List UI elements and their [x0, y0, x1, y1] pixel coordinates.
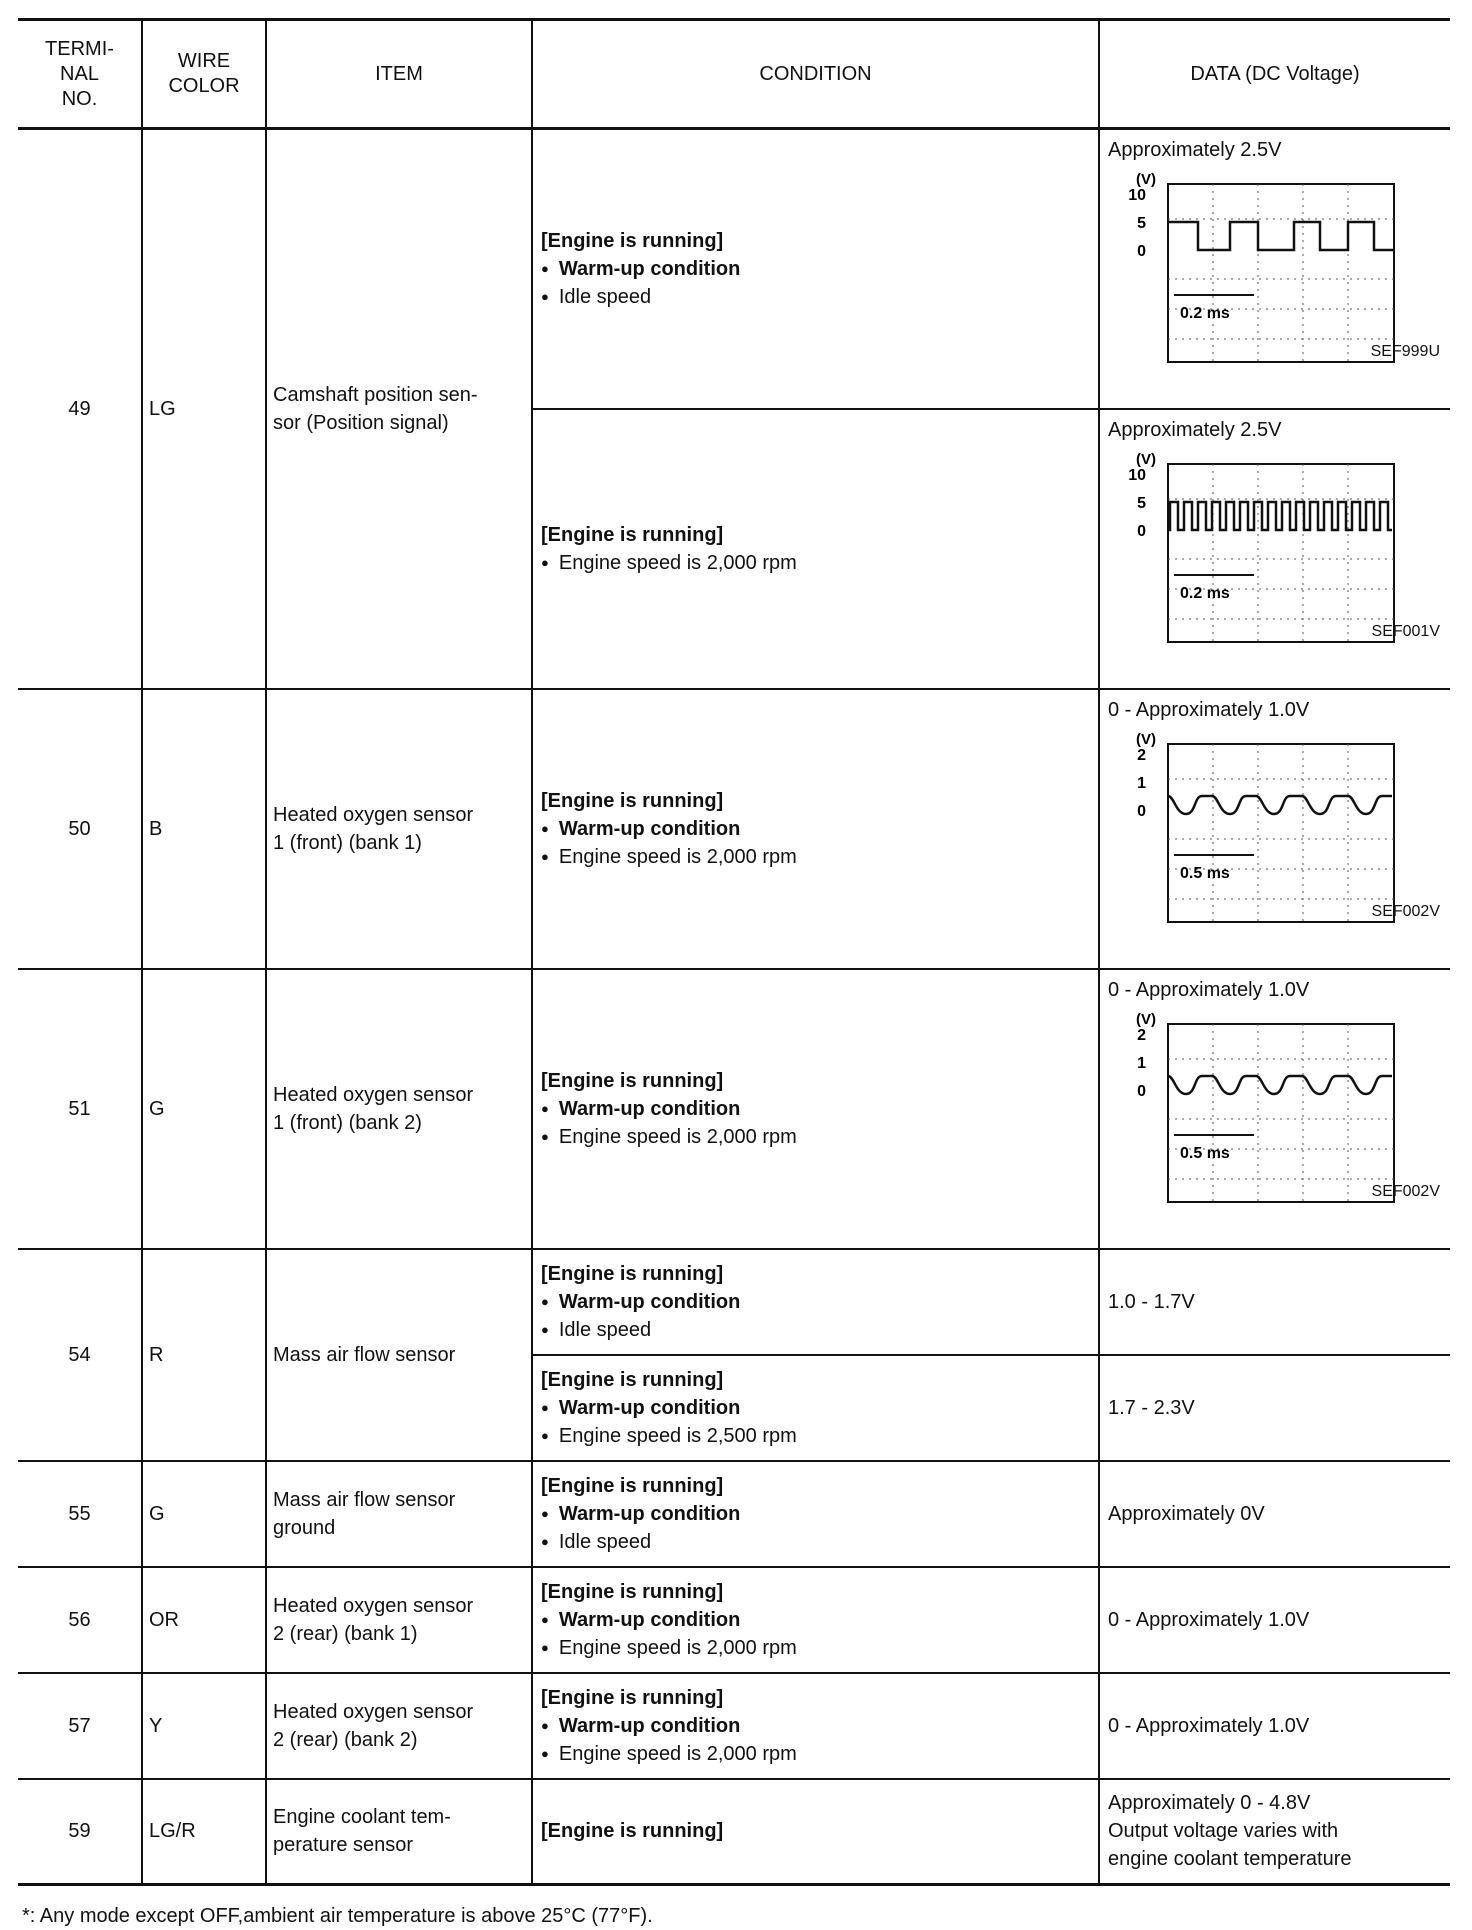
- condition-title: [Engine is running]: [541, 1686, 724, 1709]
- wire-color: B: [142, 689, 266, 969]
- condition-plain: ● Engine speed is 2,000 rpm: [541, 1123, 1092, 1151]
- header-condition: CONDITION: [532, 20, 1099, 129]
- scope-trace: [1168, 222, 1394, 250]
- table-row: [18, 1461, 1450, 1567]
- scope-trace: [1168, 796, 1392, 814]
- condition-plain: ● Engine speed is 2,000 rpm: [541, 843, 1092, 871]
- condition-title: [Engine is running]: [541, 1368, 724, 1391]
- condition-cell: [532, 1355, 1099, 1461]
- scope-time-label: 0.2 ms: [1180, 584, 1230, 602]
- condition-plain: ● Engine speed is 2,500 rpm: [541, 1422, 1092, 1450]
- scope-tick-1: 1: [1137, 774, 1146, 792]
- data-value: 1.0 - 1.7V: [1099, 1249, 1450, 1355]
- scope-tick-5: 5: [1137, 215, 1146, 232]
- data-value: Approximately 0 - 4.8V Output voltage varies with engine coolant temperature: [1099, 1779, 1450, 1885]
- table-row: [18, 1249, 1450, 1355]
- table-row: [18, 969, 1450, 1249]
- scope-tick-2: 2: [1137, 746, 1146, 764]
- scope-figure: [1108, 164, 1442, 364]
- item-name: Camshaft position sen- sor (Position signal): [266, 129, 532, 689]
- item-name: Heated oxygen sensor 2 (rear) (bank 1): [266, 1567, 532, 1673]
- data-cell: [1099, 689, 1450, 969]
- condition-cell: [532, 969, 1099, 1249]
- scope-tick-0: 0: [1137, 243, 1146, 260]
- wire-color: R: [142, 1249, 266, 1461]
- terminal-number: 50: [18, 689, 142, 969]
- header-item: ITEM: [266, 20, 532, 129]
- scope-sef002v: [1108, 1004, 1443, 1204]
- terminal-number: 57: [18, 1673, 142, 1779]
- item-name: Heated oxygen sensor 1 (front) (bank 1): [266, 689, 532, 969]
- condition-plain: ● Idle speed: [541, 1528, 1092, 1556]
- item-name: Mass air flow sensor ground: [266, 1461, 532, 1567]
- scope-tick-10: 10: [1128, 466, 1146, 484]
- item-name: Engine coolant tem- perature sensor: [266, 1779, 532, 1885]
- wire-color: LG: [142, 129, 266, 689]
- header-row: [18, 20, 1450, 129]
- condition-title: [Engine is running]: [541, 1580, 724, 1603]
- condition-title: [Engine is running]: [541, 229, 724, 252]
- wire-color: OR: [142, 1567, 266, 1673]
- scope-time-label: 0.5 ms: [1180, 864, 1230, 882]
- terminal-data-table-sheet: [18, 18, 1450, 1886]
- scope-grid: [1168, 744, 1394, 922]
- scope-unit: (V): [1136, 730, 1156, 748]
- scope-time-label: 0.5 ms: [1180, 1144, 1230, 1162]
- item-name: Mass air flow sensor: [266, 1249, 532, 1461]
- table-row: [18, 689, 1450, 969]
- condition-title: [Engine is running]: [541, 789, 724, 812]
- condition-bold: ● Warm-up condition: [541, 1394, 1092, 1422]
- figure-code: SEF002V: [1371, 902, 1440, 920]
- scope-unit: (V): [1136, 450, 1156, 468]
- condition-plain: ● Engine speed is 2,000 rpm: [541, 1634, 1092, 1662]
- condition-plain: ● Idle speed: [541, 283, 1092, 311]
- table-row: [18, 1779, 1450, 1885]
- terminal-number: 55: [18, 1461, 142, 1567]
- terminal-number: 49: [18, 129, 142, 689]
- condition-plain: ● Idle speed: [541, 1316, 1092, 1344]
- scope-tick-1: 1: [1137, 1054, 1146, 1072]
- footnote: *: Any mode except OFF,ambient air temperature is above 25°C (77°F).: [22, 1905, 653, 1927]
- terminal-data-table: [18, 18, 1450, 1886]
- terminal-number: 59: [18, 1779, 142, 1885]
- condition-cell: [532, 1461, 1099, 1567]
- scope-figure: [1108, 724, 1442, 924]
- condition-bold: ● Warm-up condition: [541, 1288, 1092, 1316]
- scope-figure: [1108, 444, 1442, 644]
- scope-time-label: 0.2 ms: [1180, 305, 1230, 322]
- wire-color: Y: [142, 1673, 266, 1779]
- condition-bold: ● Warm-up condition: [541, 1095, 1092, 1123]
- scope-tick-0: 0: [1137, 1082, 1146, 1100]
- header-wire-color: WIRE COLOR: [142, 20, 266, 129]
- item-name: Heated oxygen sensor 2 (rear) (bank 2): [266, 1673, 532, 1779]
- scope-frame: [1168, 464, 1394, 642]
- scope-sef002v: [1108, 724, 1443, 924]
- scope-sef001v: [1108, 444, 1443, 644]
- data-cell: [1099, 409, 1450, 689]
- condition-cell: [532, 1567, 1099, 1673]
- scope-figure: [1108, 1004, 1442, 1204]
- table-row: [18, 1567, 1450, 1673]
- table-row: [18, 1673, 1450, 1779]
- figure-code: SEF001V: [1371, 622, 1440, 640]
- scope-tick-0: 0: [1137, 802, 1146, 820]
- condition-plain: ● Engine speed is 2,000 rpm: [541, 549, 1092, 577]
- terminal-number: 54: [18, 1249, 142, 1461]
- condition-cell: [532, 689, 1099, 969]
- scope-tick-10: 10: [1128, 187, 1146, 204]
- condition-cell: [532, 129, 1099, 409]
- scope-frame: [1168, 184, 1394, 362]
- condition-title: [Engine is running]: [541, 1069, 724, 1092]
- data-value: Approximately 2.5V: [1108, 418, 1282, 441]
- data-cell: [1099, 969, 1450, 1249]
- scope-frame: [1168, 744, 1394, 922]
- condition-title: [Engine is running]: [541, 1262, 724, 1285]
- item-name: Heated oxygen sensor 1 (front) (bank 2): [266, 969, 532, 1249]
- condition-title: [Engine is running]: [541, 1474, 724, 1497]
- data-value: 0 - Approximately 1.0V: [1099, 1567, 1450, 1673]
- condition-cell: [532, 1249, 1099, 1355]
- data-value: 0 - Approximately 1.0V: [1099, 1673, 1450, 1779]
- wire-color: G: [142, 1461, 266, 1567]
- condition-plain: ● Engine speed is 2,000 rpm: [541, 1740, 1092, 1768]
- figure-code: SEF999U: [1370, 343, 1440, 360]
- scope-frame: [1168, 1024, 1394, 1202]
- wire-color: LG/R: [142, 1779, 266, 1885]
- scope-trace: [1168, 1076, 1392, 1094]
- header-data: DATA (DC Voltage): [1099, 20, 1450, 129]
- scope-grid: [1168, 464, 1394, 642]
- table-row: [18, 129, 1450, 409]
- scope-unit: (V): [1136, 1010, 1156, 1028]
- scope-grid: [1168, 184, 1394, 362]
- condition-title: [Engine is running]: [541, 523, 724, 546]
- condition-bold: ● Warm-up condition: [541, 815, 1092, 843]
- header-terminal: TERMI- NAL NO.: [18, 20, 142, 129]
- terminal-number: 51: [18, 969, 142, 1249]
- wire-color: G: [142, 969, 266, 1249]
- data-value: Approximately 0V: [1099, 1461, 1450, 1567]
- data-value: 0 - Approximately 1.0V: [1108, 698, 1310, 721]
- scope-tick-2: 2: [1137, 1026, 1146, 1044]
- scope-grid: [1168, 1024, 1394, 1202]
- data-value: 0 - Approximately 1.0V: [1108, 978, 1310, 1001]
- scope-tick-0: 0: [1137, 522, 1146, 540]
- scope-trace: [1168, 502, 1392, 530]
- condition-cell: [532, 1779, 1099, 1885]
- data-value: 1.7 - 2.3V: [1099, 1355, 1450, 1461]
- condition-title: [Engine is running]: [541, 1820, 724, 1843]
- condition-cell: [532, 409, 1099, 689]
- data-cell: [1099, 129, 1450, 409]
- condition-bold: ● Warm-up condition: [541, 1712, 1092, 1740]
- scope-unit: (V): [1136, 171, 1156, 188]
- figure-code: SEF002V: [1371, 1182, 1440, 1200]
- condition-bold: ● Warm-up condition: [541, 1606, 1092, 1634]
- condition-bold: ● Warm-up condition: [541, 1500, 1092, 1528]
- condition-bold: ● Warm-up condition: [541, 255, 1092, 283]
- terminal-number: 56: [18, 1567, 142, 1673]
- condition-cell: [532, 1673, 1099, 1779]
- data-value: Approximately 2.5V: [1108, 139, 1282, 161]
- scope-tick-5: 5: [1137, 494, 1146, 512]
- scope-sef999u: [1108, 164, 1443, 364]
